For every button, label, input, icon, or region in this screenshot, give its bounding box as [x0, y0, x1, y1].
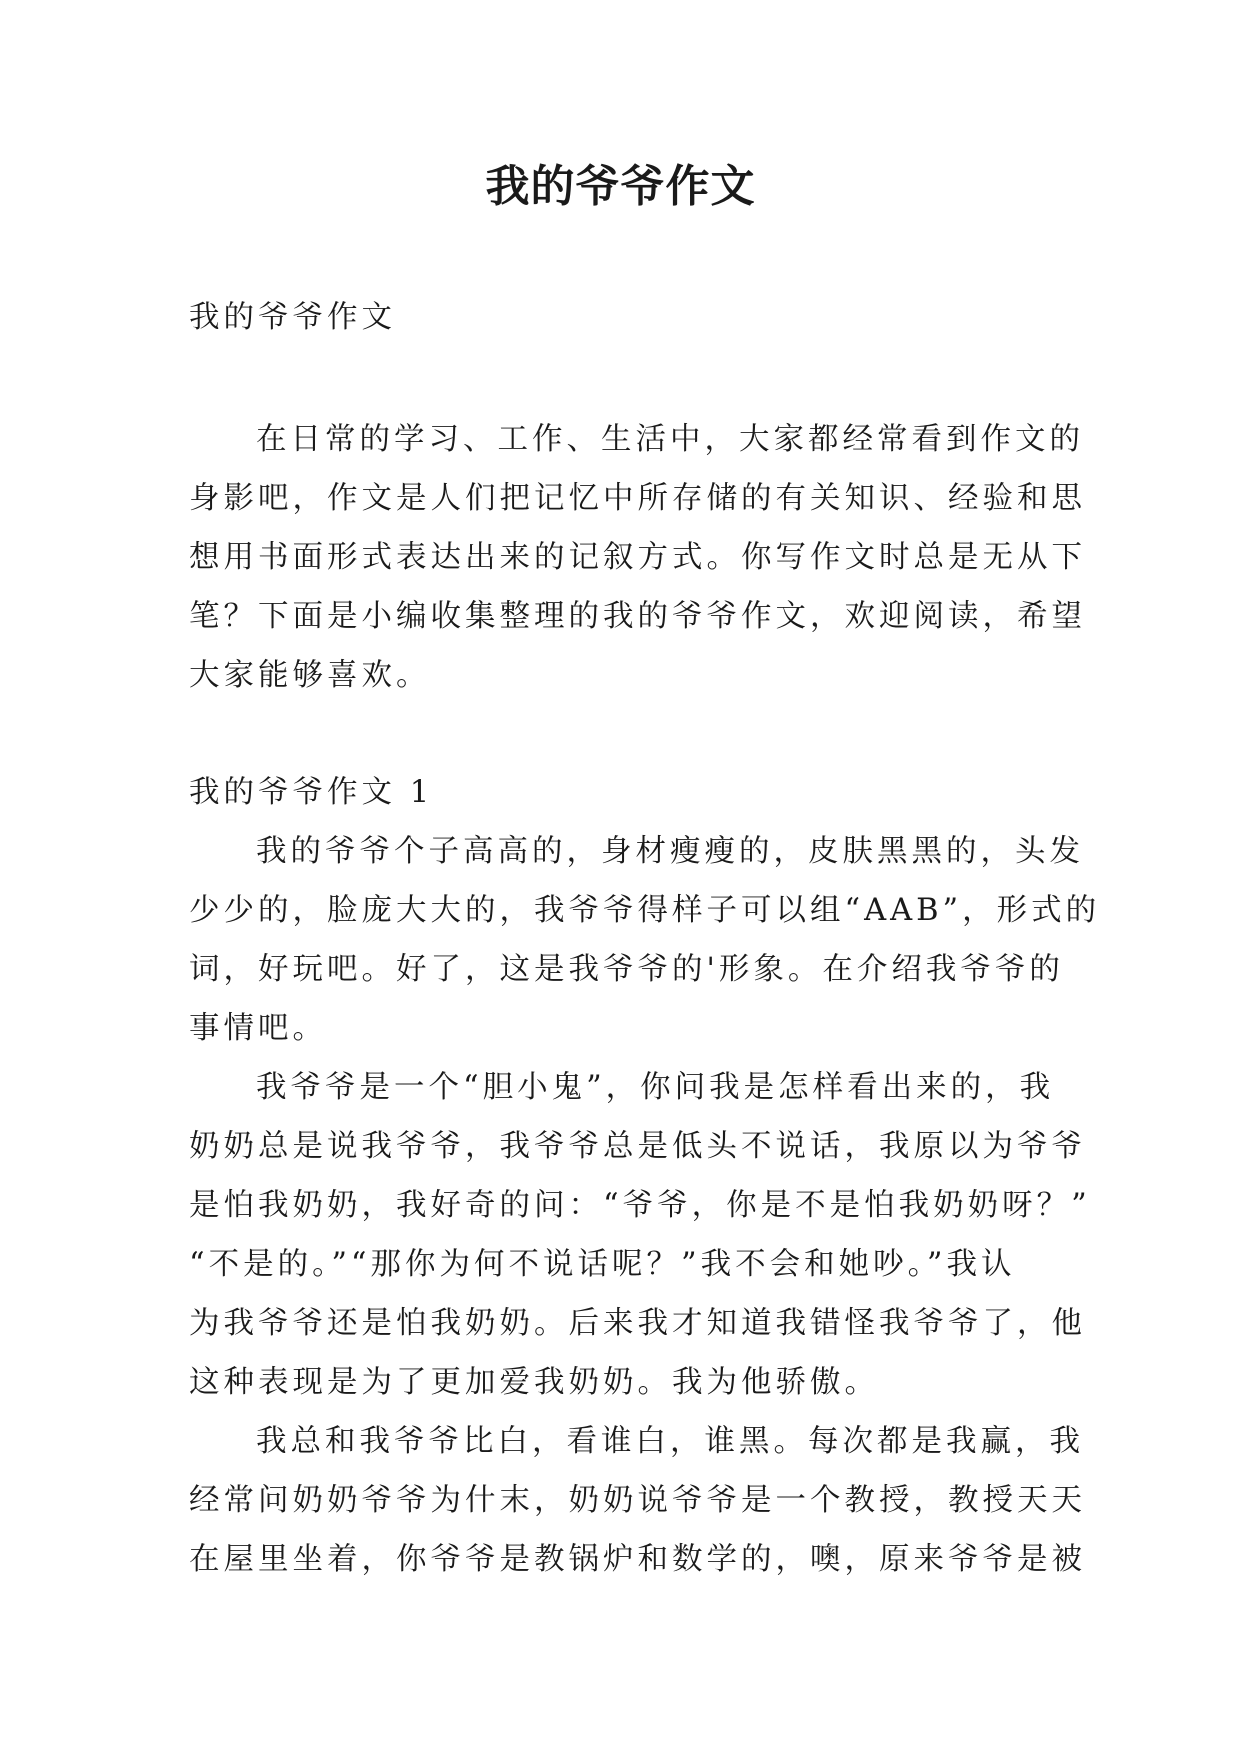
paragraph-line: 大家能够喜欢。 — [189, 658, 431, 693]
paragraph-line: 这种表现是为了更加爱我奶奶。我为他骄傲。 — [189, 1365, 879, 1400]
paragraph-line: 想用书面形式表达出来的记叙方式。你写作文时总是无从下 — [189, 540, 1086, 575]
paragraph-line: 词，好玩吧。好了，这是我爷爷的'形象。在介绍我爷爷的 — [189, 952, 1064, 987]
paragraph-line: 在日常的学习、工作、生活中，大家都经常看到作文的 — [256, 422, 1084, 457]
body-paragraph-3 — [189, 1412, 1086, 1589]
paragraph-line: 少少的，脸庞大大的，我爷爷得样子可以组“AAB”，形式的 — [189, 893, 1101, 928]
paragraph-line: 身影吧，作文是人们把记忆中所存储的有关知识、经验和思 — [189, 481, 1086, 516]
paragraph-line: 奶奶总是说我爷爷，我爷爷总是低头不说话，我原以为爷爷 — [189, 1129, 1086, 1164]
document-body — [189, 288, 1101, 1589]
paragraph-line: 笔？下面是小编收集整理的我的爷爷作文，欢迎阅读，希望 — [189, 599, 1086, 634]
document-title: 我的爷爷作文 — [485, 161, 756, 212]
paragraph-spacer — [189, 705, 1059, 763]
paragraph-spacer — [189, 347, 1059, 410]
intro-paragraph — [189, 410, 1086, 705]
paragraph-line: 我总和我爷爷比白，看谁白，谁黑。每次都是我赢，我 — [256, 1424, 1084, 1459]
paragraph-line: 为我爷爷还是怕我奶奶。后来我才知道我错怪我爷爷了，他 — [189, 1306, 1086, 1341]
paragraph-line: 在屋里坐着，你爷爷是教锅炉和数学的，噢，原来爷爷是被 — [189, 1542, 1086, 1577]
paragraph-line: 我爷爷是一个“胆小鬼”，你问我是怎样看出来的，我 — [256, 1070, 1055, 1105]
body-paragraph-1 — [189, 822, 1101, 1058]
paragraph-line: “不是的。”“那你为何不说话呢？”我不会和她吵。”我认 — [189, 1247, 1016, 1282]
paragraph-line: 经常问奶奶爷爷为什末，奶奶说爷爷是一个教授，教授天天 — [189, 1483, 1086, 1518]
section-heading: 我的爷爷作文 1 — [189, 775, 434, 810]
paragraph-line: 我的爷爷个子高高的，身材瘦瘦的，皮肤黑黑的，头发 — [256, 834, 1084, 869]
paragraph-line: 是怕我奶奶，我好奇的问：“爷爷，你是不是怕我奶奶呀？” — [189, 1188, 1091, 1223]
body-paragraph-2 — [189, 1058, 1091, 1412]
paragraph-line: 事情吧。 — [189, 1011, 327, 1046]
document-subtitle: 我的爷爷作文 — [189, 300, 396, 335]
